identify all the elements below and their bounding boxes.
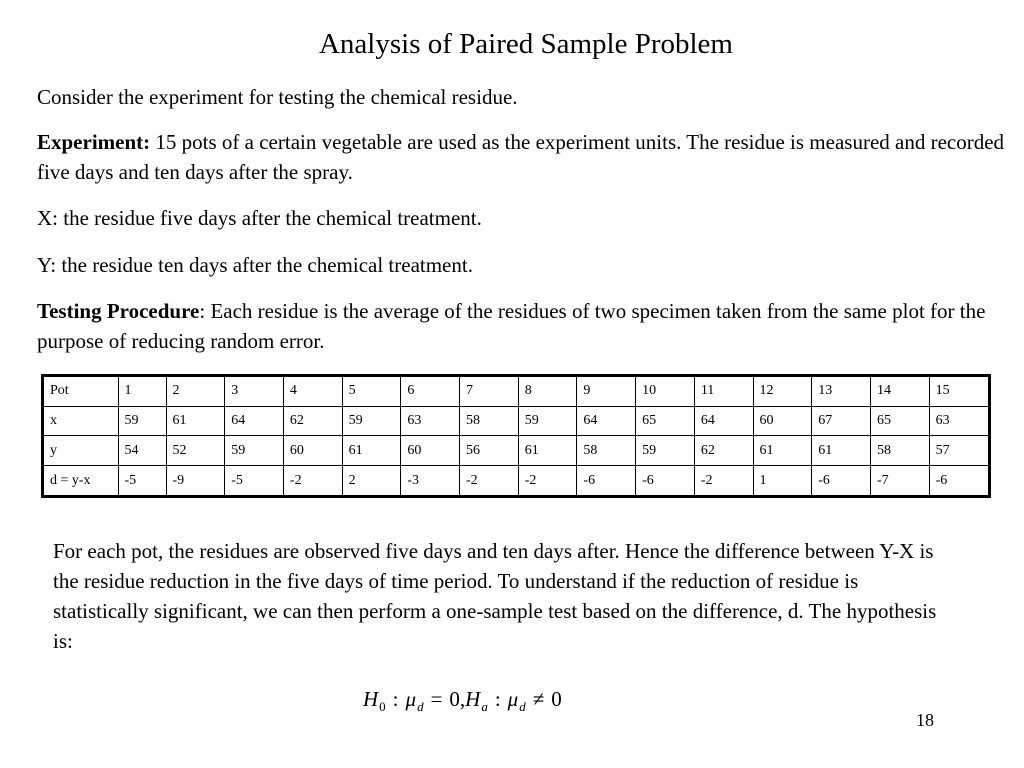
- table-cell: 1: [118, 377, 166, 406]
- procedure-label: Testing Procedure: [37, 299, 200, 323]
- table-cell: 60: [753, 406, 812, 436]
- table-cell: 57: [929, 436, 988, 466]
- table-cell: 7: [460, 377, 519, 406]
- slide-title: Analysis of Paired Sample Problem: [318, 28, 733, 60]
- table-cell: 61: [812, 436, 871, 466]
- table-cell: 67: [812, 406, 871, 436]
- table-cell: 65: [636, 406, 695, 436]
- zero: 0: [551, 687, 562, 711]
- table-cell: 59: [225, 436, 284, 466]
- table-cell: 60: [283, 436, 342, 466]
- table-cell: 59: [636, 436, 695, 466]
- table-cell: -5: [225, 466, 284, 495]
- table-cell: 2: [166, 377, 225, 406]
- table-cell: 52: [166, 436, 225, 466]
- table-cell: -7: [870, 466, 929, 495]
- alt-sub: a: [481, 699, 488, 714]
- table-cell: 65: [870, 406, 929, 436]
- table-cell: 59: [342, 406, 401, 436]
- table-cell: -2: [460, 466, 519, 495]
- row-header-cell: y: [44, 436, 118, 466]
- table-cell: 59: [118, 406, 166, 436]
- table-cell: 3: [225, 377, 284, 406]
- x-definition: X: the residue five days after the chemical treatment.: [37, 206, 482, 230]
- table-cell: 61: [753, 436, 812, 466]
- mu-2: μ: [507, 687, 519, 711]
- residue-data-table: [44, 377, 988, 495]
- table-cell: 63: [401, 406, 460, 436]
- mu-1: μ: [405, 687, 417, 711]
- table-cell: -5: [118, 466, 166, 495]
- table-cell: 11: [694, 377, 753, 406]
- d-sub-1: d: [417, 699, 424, 714]
- not-equal-sign: ≠: [532, 687, 545, 711]
- table-cell: 58: [577, 436, 636, 466]
- row-header-cell: x: [44, 406, 118, 436]
- table-cell: -3: [401, 466, 460, 495]
- table-cell: 62: [283, 406, 342, 436]
- table-cell: 14: [870, 377, 929, 406]
- d-sub-2: d: [519, 699, 526, 714]
- equals-sign: =: [430, 687, 443, 711]
- experiment-paragraph: [37, 127, 1022, 187]
- table-row: [44, 466, 988, 495]
- table-cell: 58: [460, 406, 519, 436]
- table-cell: 8: [518, 377, 577, 406]
- table-cell: 56: [460, 436, 519, 466]
- alt-h: H: [465, 687, 481, 711]
- table-cell: 58: [870, 436, 929, 466]
- table-cell: 13: [812, 377, 871, 406]
- table-cell: 4: [283, 377, 342, 406]
- table-cell: -6: [577, 466, 636, 495]
- explanation-text: For each pot, the residues are observed five days and ten days after. Hence the difference between Y-X is the residue reduction in the five days of time period. To understand if the reduction of residue is statistically significant, we can then perform a one-sample test based on the difference, d. The hypothesis is:: [53, 539, 937, 653]
- y-definition: Y: the residue ten days after the chemical treatment.: [37, 253, 473, 277]
- table-cell: 2: [342, 466, 401, 495]
- table-row: [44, 377, 988, 406]
- row-header-cell: d = y-x: [44, 466, 118, 495]
- colon-2: :: [494, 687, 501, 711]
- table-row: [44, 406, 988, 436]
- table-cell: 60: [401, 436, 460, 466]
- table-cell: 54: [118, 436, 166, 466]
- table-cell: 10: [636, 377, 695, 406]
- table-cell: -2: [518, 466, 577, 495]
- residue-table: [41, 374, 991, 498]
- row-header-cell: Pot: [44, 377, 118, 406]
- table-cell: 64: [694, 406, 753, 436]
- null-sub: 0: [379, 699, 386, 714]
- table-cell: -2: [283, 466, 342, 495]
- table-cell: -6: [636, 466, 695, 495]
- table-cell: 61: [166, 406, 225, 436]
- table-cell: 63: [929, 406, 988, 436]
- zero-comma: 0,: [449, 687, 466, 711]
- table-cell: -2: [694, 466, 753, 495]
- table-cell: 61: [518, 436, 577, 466]
- experiment-text: 15 pots of a certain vegetable are used as the experiment units. The residue is measured and recorded five days and ten days after the spray.: [37, 130, 1005, 184]
- table-cell: -6: [929, 466, 988, 495]
- table-cell: 9: [577, 377, 636, 406]
- table-cell: 6: [401, 377, 460, 406]
- table-cell: -6: [812, 466, 871, 495]
- intro-text: Consider the experiment for testing the chemical residue.: [37, 85, 518, 109]
- page-number: 18: [916, 710, 934, 730]
- experiment-label: Experiment:: [37, 130, 151, 154]
- procedure-paragraph: [37, 296, 1022, 356]
- table-cell: 61: [342, 436, 401, 466]
- table-cell: 64: [577, 406, 636, 436]
- procedure-text: : Each residue is the average of the residues of two specimen taken from the same plot for the purpose of reducing random error.: [37, 299, 986, 353]
- table-cell: 64: [225, 406, 284, 436]
- table-cell: 12: [753, 377, 812, 406]
- colon-1: :: [392, 687, 399, 711]
- null-h: H: [363, 687, 379, 711]
- hypothesis-formula: [363, 684, 562, 717]
- table-cell: 1: [753, 466, 812, 495]
- table-cell: -9: [166, 466, 225, 495]
- table-cell: 62: [694, 436, 753, 466]
- table-cell: 5: [342, 377, 401, 406]
- table-cell: 15: [929, 377, 988, 406]
- table-row: [44, 436, 988, 466]
- table-cell: 59: [518, 406, 577, 436]
